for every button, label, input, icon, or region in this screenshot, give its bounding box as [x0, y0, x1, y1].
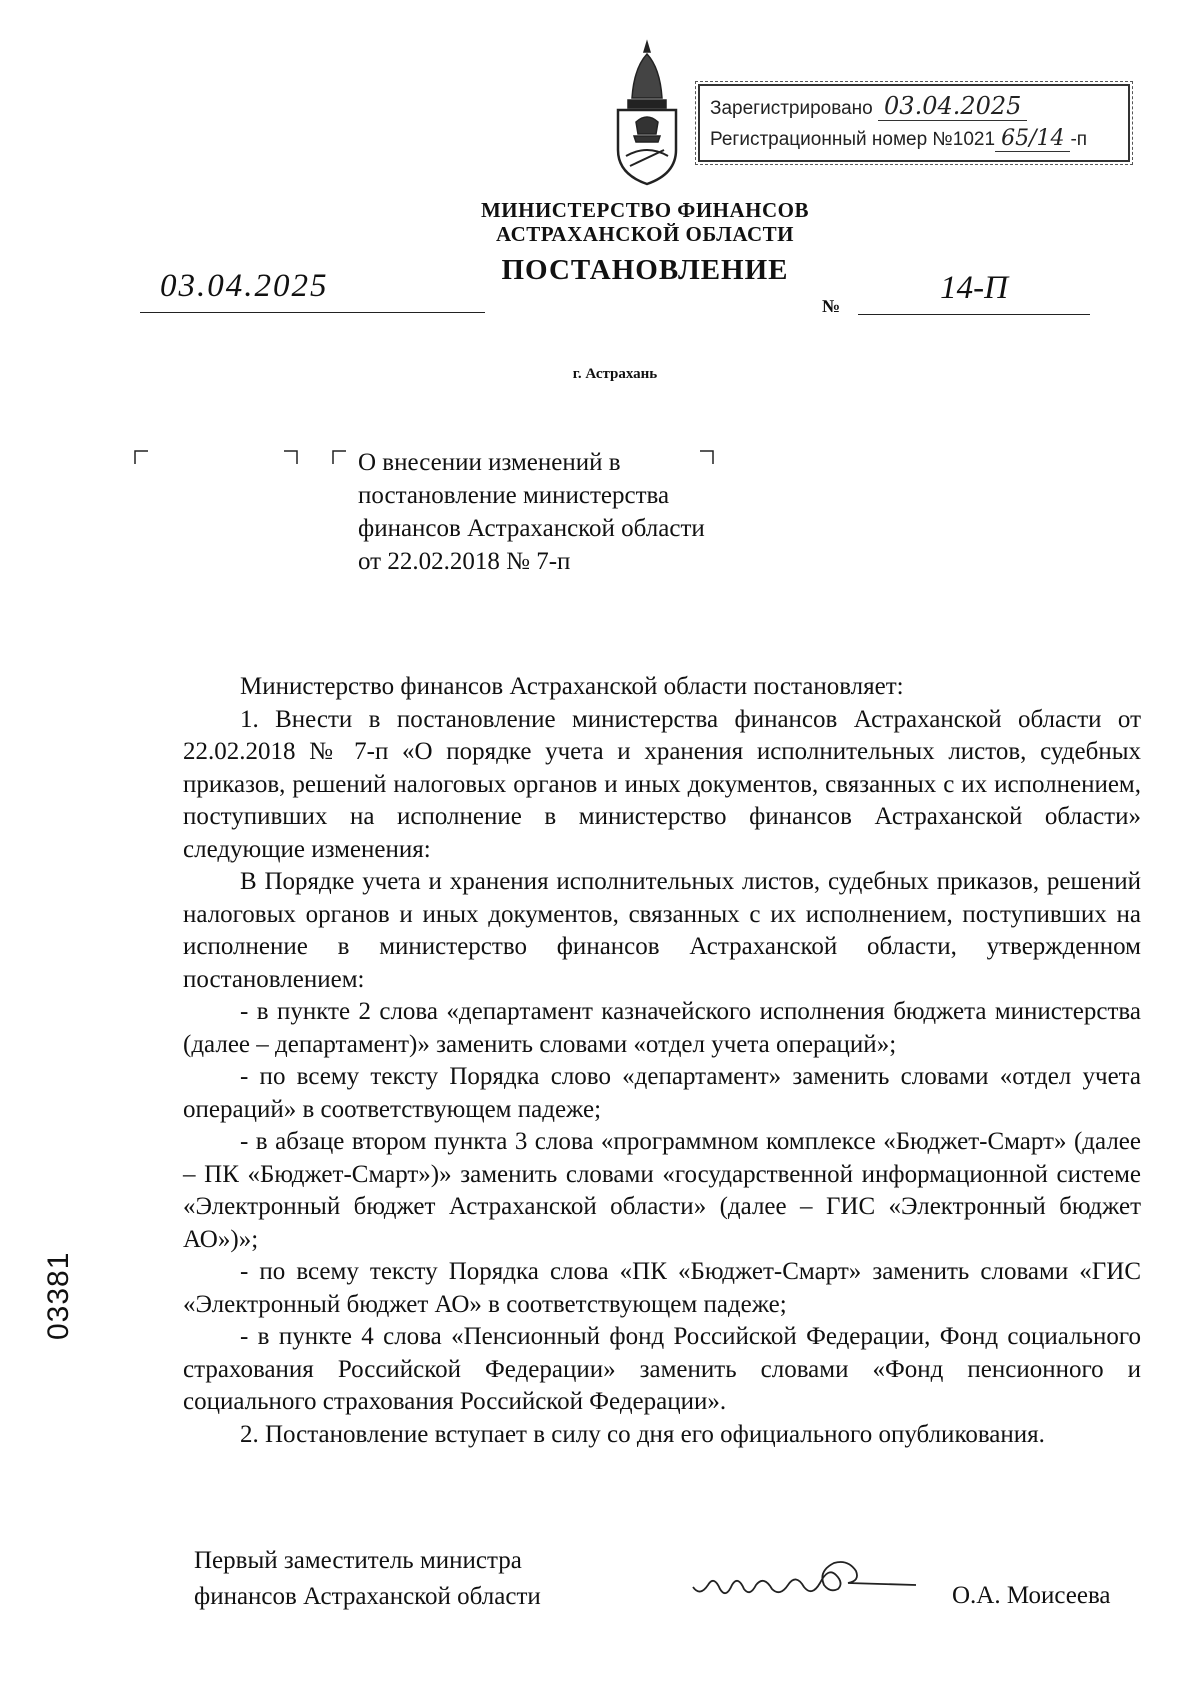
corner-bracket-right-icon [284, 450, 298, 464]
document-subject [358, 446, 778, 578]
body-paragraph-8: 2. Постановление вступает в силу со дня его официального опубликования. [240, 1420, 1045, 1448]
body-paragraph-4: - по всему тексту Порядка слово «департамент» заменить словами «отдел учета операций» в соответствующем падеже; [183, 1063, 1141, 1123]
signatory-position [194, 1543, 541, 1615]
document-number: 14-П [858, 270, 1090, 315]
reg-number-suffix: -п [1070, 129, 1088, 150]
subject-line-2: постановление министерства [358, 482, 670, 509]
ministry-heading [400, 198, 890, 246]
ministry-line-1: МИНИСТЕРСТВО ФИНАНСОВ [480, 198, 810, 222]
signatory-position-line-1: Первый заместитель министра [194, 1547, 522, 1574]
subject-line-3: финансов Астраханской области [358, 515, 705, 542]
margin-registration-number: 03381 [42, 1251, 75, 1340]
handwritten-signature [688, 1545, 918, 1615]
signatory-name: О.А. Моисеева [952, 1582, 1111, 1609]
signatory-position-line-2: финансов Астраханской области [194, 1583, 541, 1610]
document-date: 03.04.2025 [140, 268, 485, 313]
subject-line-4: от 22.02.2018 № 7-п [358, 548, 571, 575]
body-paragraph-5: - в абзаце втором пункта 3 слова «программном комплексе «Бюджет-Смарт» (далее – ПК «Бюджет-Смарт»)» заменить словами «государственной информационной системе «Электронный бюджет Астраханской области» (далее – ГИС «Электронный бюджет АО»)»; [183, 1128, 1141, 1253]
registered-label: Зарегистрировано [710, 98, 873, 119]
body-intro: Министерство финансов Астраханской области постановляет: [240, 673, 904, 700]
city-label: г. Астрахань [572, 366, 658, 382]
corner-bracket-left-icon [332, 450, 346, 464]
body-paragraph-3: - в пункте 2 слова «департамент казначейского исполнения бюджета министерства (далее – департамент)» заменить словами «отдел учета операций»; [183, 998, 1141, 1058]
subject-line-1: О внесении изменений в [358, 449, 621, 476]
corner-bracket-left-icon [134, 450, 148, 464]
body-paragraph-7: - в пункте 4 слова «Пенсионный фонд Российской Федерации, Фонд социального страхования Российской Федерации» заменить словами «Фонд пенсионного и социального страхования Российской Федерации». [183, 1323, 1141, 1415]
ministry-line-2: АСТРАХАНСКОЙ ОБЛАСТИ [495, 222, 795, 246]
reg-number-label: Регистрационный номер №1021 [710, 129, 996, 150]
coat-of-arms-emblem [612, 38, 682, 188]
document-body [183, 671, 1141, 1451]
document-type-title: ПОСТАНОВЛЕНИЕ [501, 254, 789, 286]
registered-date: 03.04.2025 [878, 92, 1027, 121]
body-paragraph-2: В Порядке учета и хранения исполнительных листов, судебных приказов, решений налоговых органов и иных документов, связанных с их исполнением, поступивших на исполнение в министерство финансов Астраханской области, утвержденном постановлением: [183, 868, 1141, 993]
number-sign: № [822, 296, 841, 316]
registration-stamp [698, 84, 1130, 162]
body-paragraph-6: - по всему тексту Порядка слова «ПК «Бюджет-Смарт» заменить словами «ГИС «Электронный бюджет АО» в соответствующем падеже; [183, 1258, 1141, 1318]
body-paragraph-1: 1. Внести в постановление министерства финансов Астраханской области от 22.02.2018 № 7-п «О порядке учета и хранения исполнительных листов, судебных приказов, решений налоговых органов и иных документов, связанных с их исполнением, поступивших на исполнение в министерство финансов Астраханской области» следующие изменения: [183, 705, 1141, 863]
reg-number-hand: 65/14 [995, 126, 1070, 152]
